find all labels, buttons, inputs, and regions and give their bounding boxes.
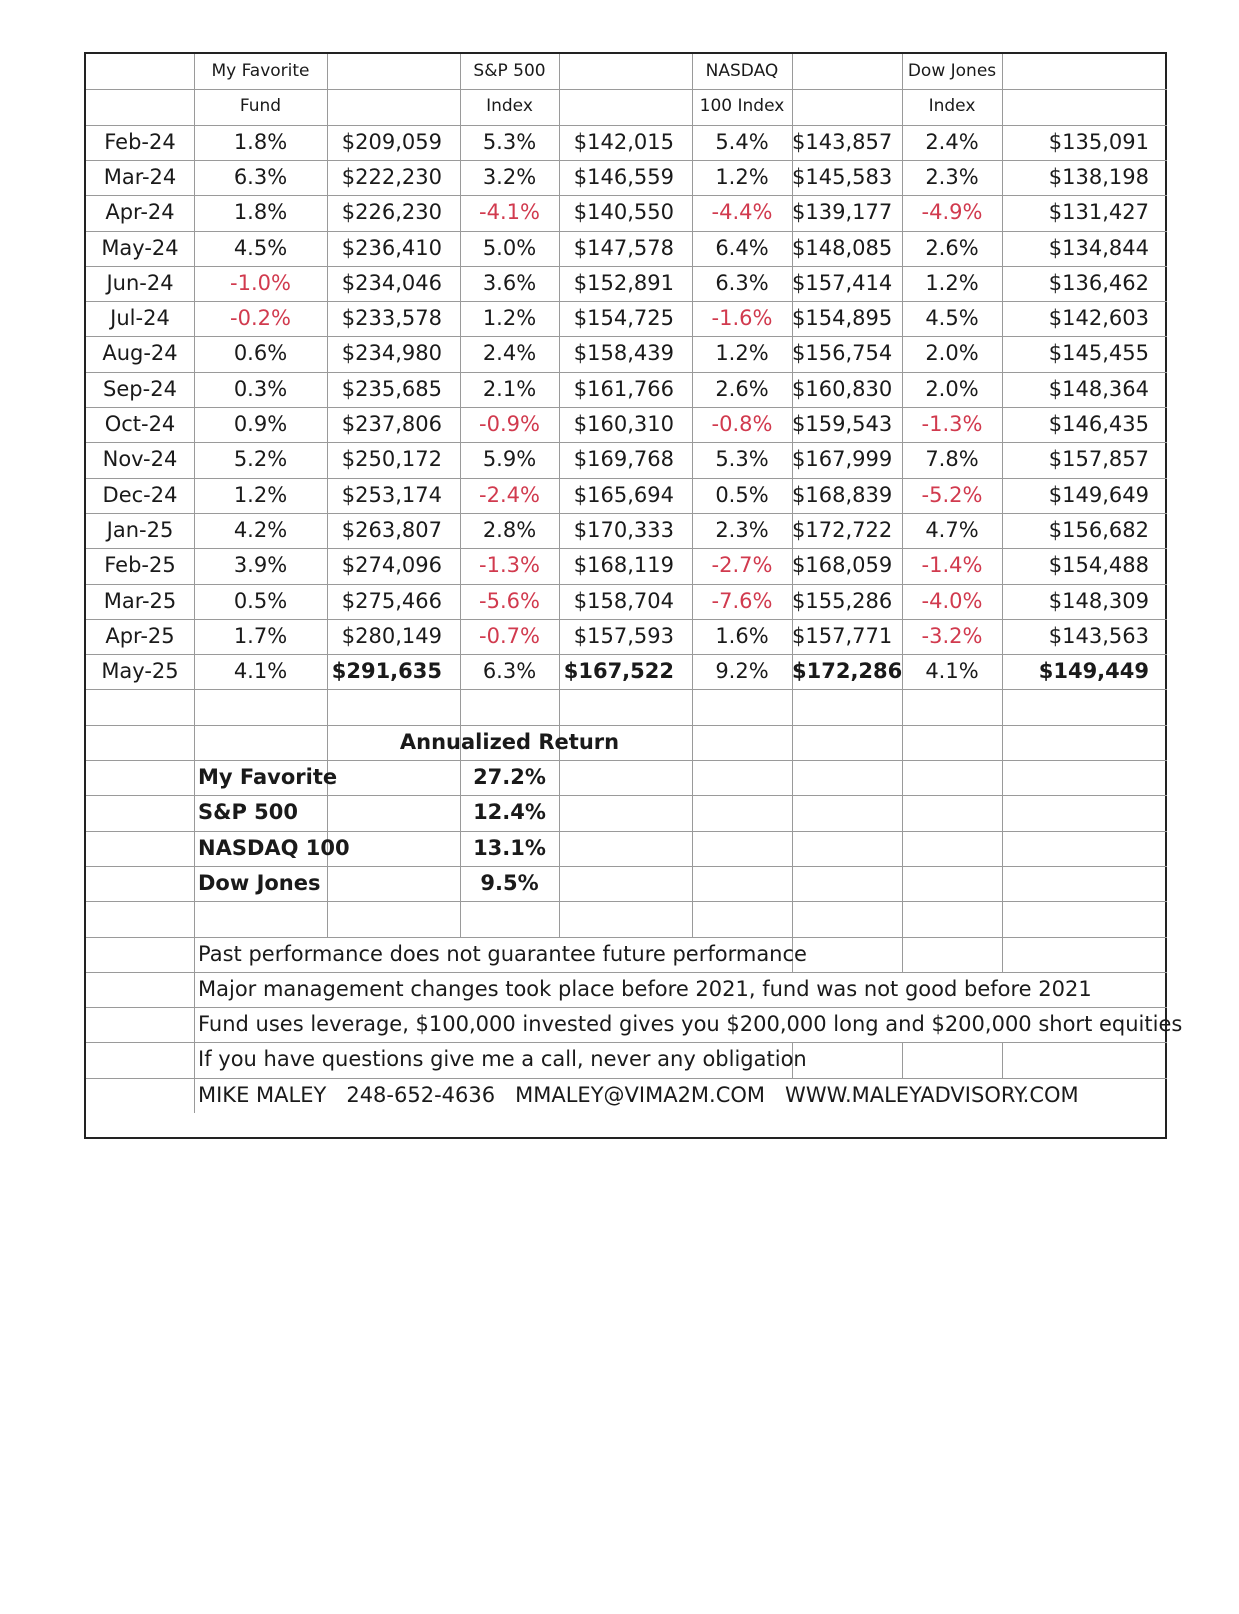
annualized-value: 27.2% xyxy=(473,765,546,789)
disclaimer-note: Major management changes took place before 2021, fund was not good before 2021 xyxy=(198,976,1092,1001)
table-cell-sp-pct: -0.9% xyxy=(479,412,540,436)
month-label: Feb-25 xyxy=(104,553,176,578)
month-label: Mar-25 xyxy=(103,588,177,613)
table-cell-nq-pct: 9.2% xyxy=(715,659,769,684)
table-cell-sp-pct: 1.2% xyxy=(482,306,537,331)
month-label: May-24 xyxy=(101,235,179,260)
table-cell-sp-pct: 3.2% xyxy=(482,164,537,189)
table-cell-nq-val: $154,895 xyxy=(792,306,893,331)
table-cell-nq-pct: 2.3% xyxy=(715,517,769,542)
table-cell-sp-pct: -0.7% xyxy=(479,623,540,648)
table-cell-fund-val: $222,230 xyxy=(341,164,442,189)
table-cell-sp-pct: 3.6% xyxy=(482,270,537,295)
annualized-value: 12.4% xyxy=(473,800,546,825)
table-cell-nq-pct: 2.6% xyxy=(715,376,769,401)
table-cell-sp-val: $146,559 xyxy=(573,164,674,189)
table-cell-fund-val: $250,172 xyxy=(341,447,442,472)
table-cell-sp-val: $165,694 xyxy=(573,482,674,507)
table-cell-fund-pct: 4.5% xyxy=(233,235,288,260)
table-cell-nq-pct: -4.4% xyxy=(711,200,773,225)
annualized-value: 9.5% xyxy=(480,870,539,895)
table-cell-dj-pct: 4.1% xyxy=(925,659,979,684)
table-cell-dj-pct: 4.7% xyxy=(925,517,979,542)
table-cell-sp-pct: -4.1% xyxy=(479,200,540,225)
table-cell-sp-val: $154,725 xyxy=(573,306,674,331)
table-cell-fund-val: $275,466 xyxy=(341,588,442,613)
table-cell-sp-val: $167,522 xyxy=(563,659,674,684)
table-cell-dj-pct: -5.2% xyxy=(921,482,983,507)
table-cell-sp-val: $161,766 xyxy=(573,376,674,401)
table-cell-fund-pct: 3.9% xyxy=(233,553,288,578)
table-cell-dj-val: $149,649 xyxy=(1048,482,1149,507)
table-cell-nq-pct: 1.2% xyxy=(715,164,769,189)
table-cell-dj-pct: 7.8% xyxy=(925,447,979,472)
month-label: Sep-24 xyxy=(103,376,177,401)
table-cell-fund-val: $263,807 xyxy=(341,517,442,542)
table-cell-nq-val: $172,286 xyxy=(792,659,903,684)
table-cell-fund-val: $233,578 xyxy=(341,306,442,331)
table-cell-nq-val: $172,722 xyxy=(792,517,893,542)
month-label: Feb-24 xyxy=(104,129,176,154)
table-cell-fund-pct: 0.9% xyxy=(233,412,288,436)
table-cell-fund-pct: 1.2% xyxy=(233,482,288,507)
disclaimer-note: Fund uses leverage, $100,000 invested gives you $200,000 long and $200,000 short equities xyxy=(198,1012,1183,1037)
table-cell-sp-val: $152,891 xyxy=(573,270,674,295)
table-cell-fund-pct: -1.0% xyxy=(230,270,291,295)
table-cell-sp-pct: 2.8% xyxy=(482,517,537,542)
header-sp-line1: S&P 500 xyxy=(473,61,546,81)
table-cell-dj-pct: 4.5% xyxy=(925,306,979,331)
month-label: Jan-25 xyxy=(106,517,174,542)
month-label: Jun-24 xyxy=(106,270,174,295)
table-cell-sp-val: $157,593 xyxy=(573,623,674,648)
table-cell-sp-pct: -2.4% xyxy=(479,482,540,507)
performance-spreadsheet xyxy=(84,52,1183,1139)
table-cell-sp-val: $170,333 xyxy=(573,517,674,542)
table-cell-nq-val: $168,839 xyxy=(792,482,893,507)
annualized-return-title: Annualized Return xyxy=(399,729,620,754)
month-label: Aug-24 xyxy=(102,341,178,366)
table-cell-sp-pct: 5.9% xyxy=(482,447,537,472)
disclaimer-note: If you have questions give me a call, never any obligation xyxy=(198,1047,807,1072)
table-cell-dj-pct: -4.0% xyxy=(921,588,983,613)
table-cell-nq-val: $145,583 xyxy=(792,164,893,189)
table-cell-fund-val: $235,685 xyxy=(341,376,442,401)
table-cell-sp-val: $169,768 xyxy=(573,447,674,472)
table-cell-nq-pct: 1.2% xyxy=(715,341,769,366)
table-cell-fund-pct: -0.2% xyxy=(230,306,291,331)
table-cell-nq-pct: 1.6% xyxy=(715,623,769,648)
table-cell-nq-val: $157,771 xyxy=(792,623,893,648)
table-cell-fund-val: $236,410 xyxy=(341,235,442,260)
table-cell-sp-pct: -5.6% xyxy=(479,588,540,613)
table-cell-sp-pct: 6.3% xyxy=(482,659,537,684)
table-cell-fund-pct: 0.6% xyxy=(233,341,288,366)
table-cell-sp-pct: 5.3% xyxy=(482,129,537,154)
table-cell-dj-val: $142,603 xyxy=(1048,306,1149,331)
table-cell-fund-val: $226,230 xyxy=(341,200,442,225)
grid-row-line xyxy=(86,901,1167,902)
annualized-label: NASDAQ 100 xyxy=(198,835,350,860)
table-cell-nq-pct: 0.5% xyxy=(715,482,769,507)
table-cell-fund-pct: 4.2% xyxy=(233,517,288,542)
table-cell-fund-val: $234,046 xyxy=(341,270,442,295)
table-cell-sp-pct: 2.1% xyxy=(482,376,537,401)
month-label: Mar-24 xyxy=(103,164,177,189)
contact-line: MIKE MALEY 248-652-4636 MMALEY@VIMA2M.COM WWW.MALEYADVISORY.COM xyxy=(198,1082,1079,1107)
table-cell-sp-pct: -1.3% xyxy=(479,553,540,578)
table-cell-dj-val: $143,563 xyxy=(1048,623,1149,648)
header-fund-line2: Fund xyxy=(239,96,282,117)
table-cell-fund-val: $291,635 xyxy=(331,659,442,684)
table-cell-sp-pct: 5.0% xyxy=(482,235,537,260)
table-cell-dj-val: $146,435 xyxy=(1048,412,1149,436)
annualized-label: My Favorite xyxy=(198,765,338,789)
table-cell-fund-pct: 0.5% xyxy=(233,588,288,613)
table-cell-fund-val: $274,096 xyxy=(341,553,442,578)
table-cell-dj-val: $134,844 xyxy=(1048,235,1149,260)
header-sp-line2: Index xyxy=(486,96,533,117)
table-cell-dj-val: $149,449 xyxy=(1038,659,1149,684)
header-dow-line2: Index xyxy=(928,96,976,117)
table-cell-dj-val: $156,682 xyxy=(1048,517,1149,542)
table-cell-dj-val: $145,455 xyxy=(1048,341,1149,366)
table-cell-dj-pct: -3.2% xyxy=(921,623,983,648)
table-cell-fund-pct: 5.2% xyxy=(233,447,288,472)
table-cell-nq-val: $168,059 xyxy=(792,553,893,578)
table-cell-dj-val: $135,091 xyxy=(1048,129,1149,154)
table-cell-dj-val: $138,198 xyxy=(1048,164,1149,189)
month-label: Jul-24 xyxy=(110,306,170,331)
header-nasdaq-line2: 100 Index xyxy=(699,96,785,117)
header-dow-line1: Dow Jones xyxy=(907,61,997,81)
table-cell-nq-val: $148,085 xyxy=(792,235,893,260)
disclaimer-note: Past performance does not guarantee future performance xyxy=(198,941,807,966)
table-cell-nq-val: $156,754 xyxy=(792,341,893,366)
table-cell-dj-pct: 2.6% xyxy=(925,235,979,260)
table-cell-dj-pct: -1.4% xyxy=(921,553,983,578)
month-label: Dec-24 xyxy=(102,482,178,507)
month-label: Nov-24 xyxy=(102,447,178,472)
table-cell-fund-val: $253,174 xyxy=(341,482,442,507)
table-cell-dj-val: $157,857 xyxy=(1048,447,1149,472)
table-cell-nq-pct: 5.4% xyxy=(715,129,769,154)
table-cell-nq-val: $139,177 xyxy=(792,200,893,225)
table-cell-dj-val: $136,462 xyxy=(1048,270,1149,295)
table-cell-fund-val: $280,149 xyxy=(341,623,442,648)
table-cell-fund-pct: 1.7% xyxy=(233,623,288,648)
table-cell-dj-pct: 2.0% xyxy=(925,376,979,401)
table-cell-nq-val: $157,414 xyxy=(792,270,893,295)
table-cell-nq-val: $143,857 xyxy=(792,129,893,154)
table-cell-dj-pct: -4.9% xyxy=(921,200,983,225)
table-cell-fund-pct: 6.3% xyxy=(233,164,288,189)
table-cell-fund-val: $234,980 xyxy=(341,341,442,366)
table-cell-dj-pct: 2.0% xyxy=(925,341,979,366)
table-cell-nq-val: $159,543 xyxy=(792,412,893,436)
table-cell-dj-val: $154,488 xyxy=(1048,553,1149,578)
table-cell-nq-val: $167,999 xyxy=(792,447,893,472)
month-label: Apr-24 xyxy=(105,200,175,225)
table-cell-fund-pct: 4.1% xyxy=(233,659,288,684)
table-cell-sp-val: $158,439 xyxy=(573,341,674,366)
table-cell-nq-pct: -0.8% xyxy=(711,412,773,436)
table-cell-dj-pct: -1.3% xyxy=(921,412,983,436)
table-cell-sp-val: $140,550 xyxy=(573,200,674,225)
header-fund-line1: My Favorite xyxy=(211,61,310,81)
month-label: Oct-24 xyxy=(104,412,176,436)
table-cell-nq-val: $155,286 xyxy=(792,588,893,613)
table-cell-dj-pct: 2.3% xyxy=(925,164,979,189)
table-cell-sp-pct: 2.4% xyxy=(482,341,537,366)
table-cell-nq-pct: 5.3% xyxy=(715,447,769,472)
table-cell-dj-val: $148,364 xyxy=(1048,376,1149,401)
table-cell-sp-val: $160,310 xyxy=(573,412,674,436)
table-cell-fund-val: $237,806 xyxy=(341,412,442,436)
table-cell-nq-pct: 6.3% xyxy=(715,270,769,295)
table-cell-sp-val: $147,578 xyxy=(573,235,674,260)
table-cell-fund-val: $209,059 xyxy=(341,129,442,154)
table-cell-sp-val: $158,704 xyxy=(573,588,674,613)
table-cell-fund-pct: 0.3% xyxy=(233,376,288,401)
header-nasdaq-line1: NASDAQ xyxy=(705,61,779,81)
table-cell-dj-val: $148,309 xyxy=(1048,588,1149,613)
annualized-label: Dow Jones xyxy=(198,870,321,895)
table-cell-nq-pct: -7.6% xyxy=(711,588,773,613)
table-cell-nq-pct: -2.7% xyxy=(711,553,773,578)
table-cell-dj-pct: 1.2% xyxy=(925,270,979,295)
table-cell-nq-val: $160,830 xyxy=(792,376,893,401)
table-cell-nq-pct: -1.6% xyxy=(711,306,773,331)
month-label: May-25 xyxy=(101,659,179,684)
table-cell-dj-val: $131,427 xyxy=(1048,200,1149,225)
month-label: Apr-25 xyxy=(105,623,175,648)
annualized-value: 13.1% xyxy=(473,835,546,860)
table-cell-sp-val: $168,119 xyxy=(573,553,674,578)
table-cell-nq-pct: 6.4% xyxy=(715,235,769,260)
grid-row-line xyxy=(86,689,1167,690)
annualized-label: S&P 500 xyxy=(198,800,298,825)
table-cell-fund-pct: 1.8% xyxy=(233,129,288,154)
table-cell-sp-val: $142,015 xyxy=(573,129,674,154)
table-cell-fund-pct: 1.8% xyxy=(233,200,288,225)
table-cell-dj-pct: 2.4% xyxy=(925,129,979,154)
